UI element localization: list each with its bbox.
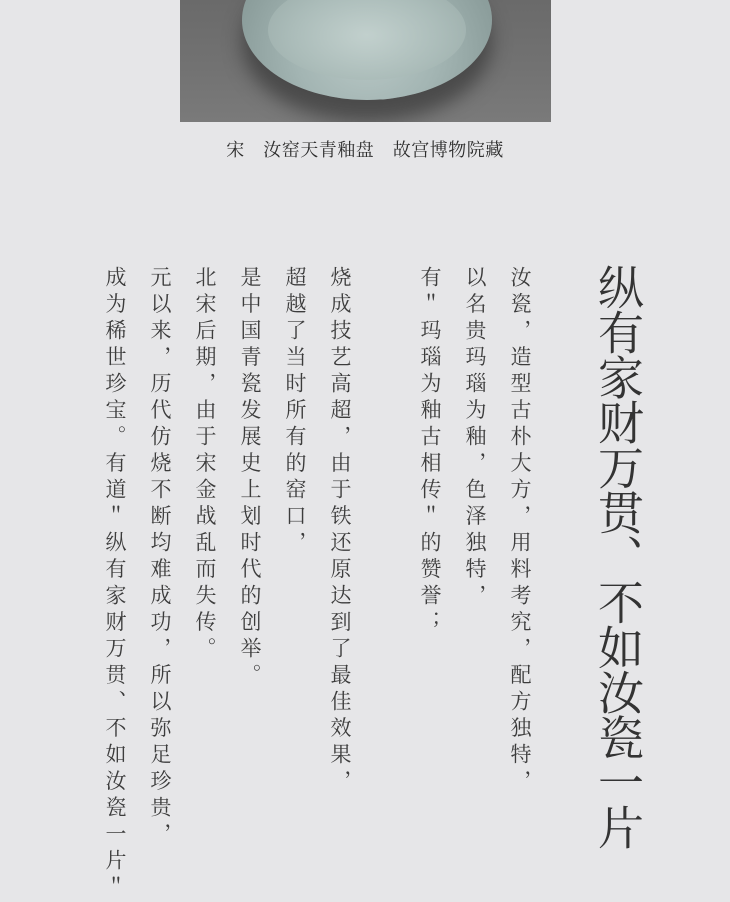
text-column: 是中国青瓷发展史上划时代的创举。 [238,266,262,690]
photo-caption: 宋 汝窑天青釉盘 故宫博物院藏 [226,140,504,161]
text-column: 以名贵玛瑙为釉，色泽独特， [463,266,487,611]
text-column: 有＂玛瑙为釉古相传＂的赞誉； [418,266,442,637]
text-column: 汝瓷，造型古朴大方，用料考究，配方独特， [508,266,532,796]
artifact-photo [180,0,551,122]
text-column: 超越了当时所有的窑口， [283,266,307,558]
text-column: 成为稀世珍宝。有道＂纵有家财万贯、不如汝瓷一片＂ [103,266,127,902]
text-column: 北宋后期，由于宋金战乱而失传。 [193,266,217,664]
vertical-title: 纵有家财万贯、不如汝瓷一片 [591,264,645,849]
text-column: 元以来，历代仿烧不断均难成功，所以弥足珍贵， [148,266,172,849]
text-column: 烧成技艺高超，由于铁还原达到了最佳效果， [328,266,352,796]
